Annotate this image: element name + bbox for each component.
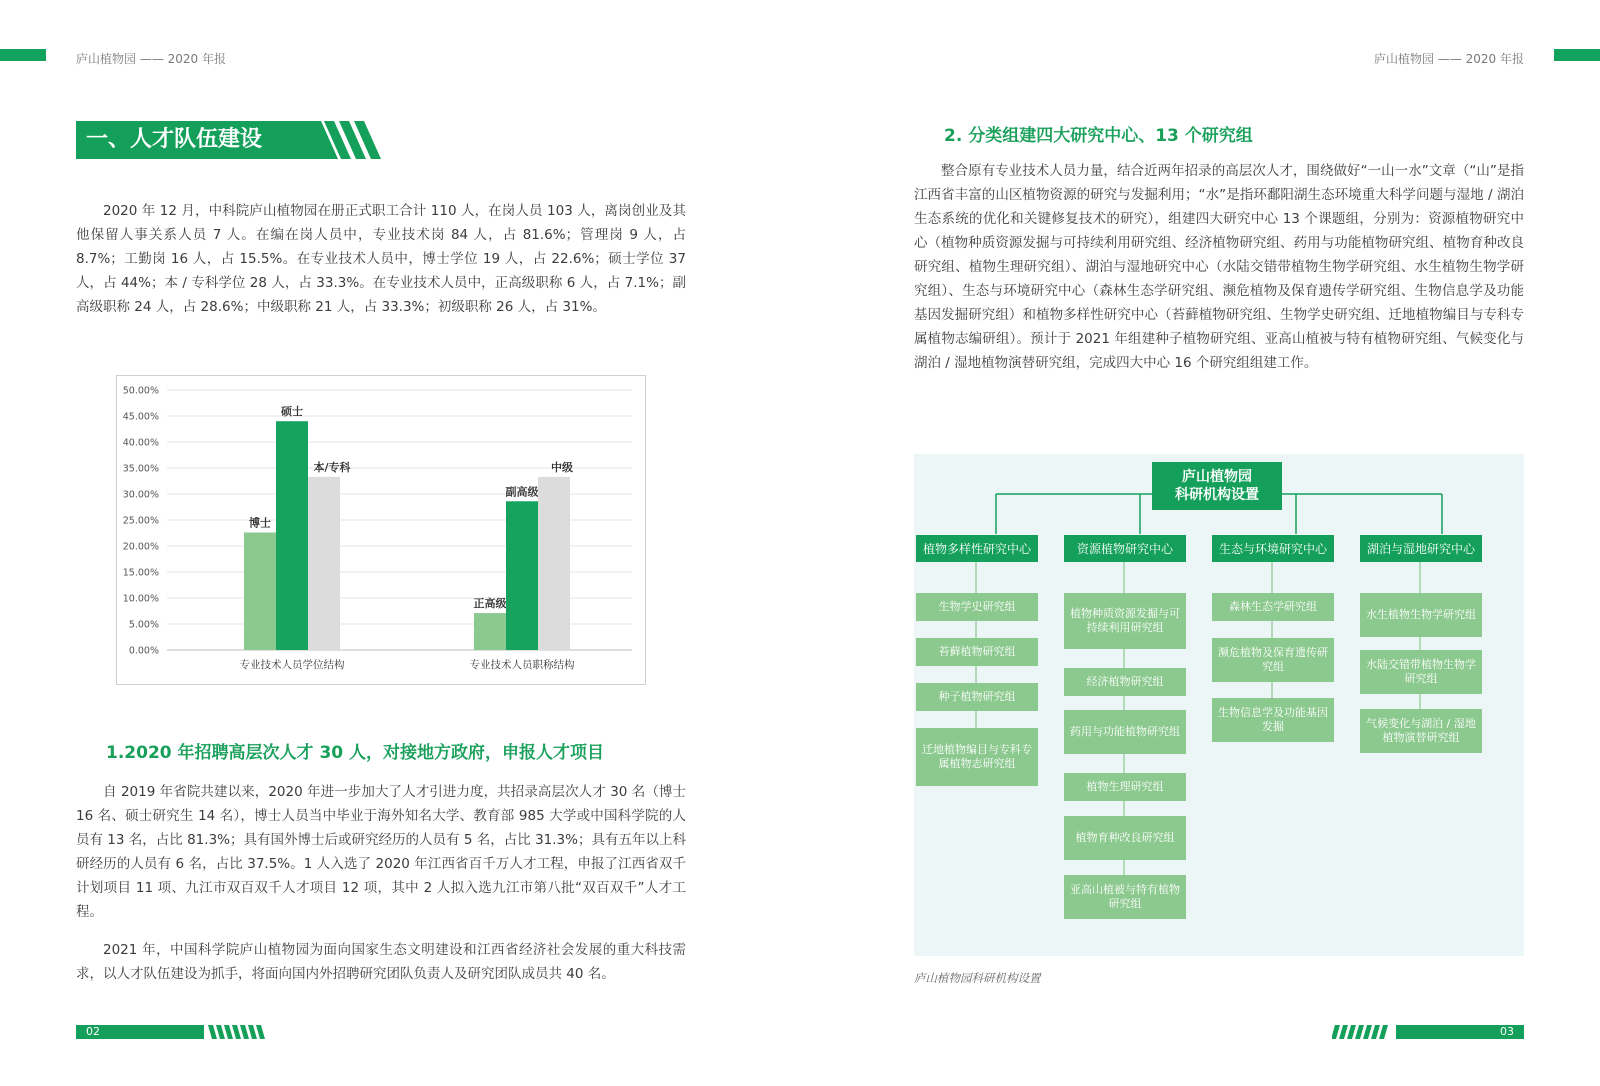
bar — [474, 613, 506, 650]
group-node: 亚高山植被与特有植物研究组 — [1064, 875, 1186, 919]
group-node: 植物育种改良研究组 — [1064, 816, 1186, 860]
group-node: 苔藓植物研究组 — [916, 638, 1038, 666]
group-node: 气候变化与湖泊 / 湿地植物演替研究组 — [1360, 709, 1482, 753]
group-node: 药用与功能植物研究组 — [1064, 710, 1186, 754]
group-node: 水陆交错带植物生物学研究组 — [1360, 650, 1482, 694]
center-lake-wetland: 湖泊与湿地研究中心 — [1360, 535, 1482, 562]
org-root-line1: 庐山植物园 — [1182, 469, 1252, 485]
bar-label: 博士 — [249, 516, 271, 530]
section-title-band — [76, 121, 382, 159]
intro-paragraph — [76, 199, 686, 319]
group-node: 经济植物研究组 — [1064, 668, 1186, 696]
right-page-number: 03 — [1500, 1025, 1514, 1038]
org-chart — [914, 454, 1524, 956]
y-tick-label: 10.00% — [122, 593, 159, 605]
left-subheading: 1.2020 年招聘高层次人才 30 人，对接地方政府，申报人才项目 — [106, 743, 605, 763]
y-tick-label: 0.00% — [128, 645, 159, 657]
bar-label: 正高级 — [473, 597, 507, 611]
bar — [308, 477, 340, 650]
y-tick-label: 20.00% — [122, 541, 159, 553]
group-node: 濒危植物及保育遗传研究组 — [1212, 638, 1334, 682]
bar-label: 副高级 — [505, 485, 539, 499]
group-node: 迁地植物编目与专科专属植物志研究组 — [916, 728, 1038, 786]
right-para: 整合原有专业技术人员力量，结合近两年招录的高层次人才，围绕做好“一山一水”文章（“山”是指江西省丰富的山区植物资源的研究与发掘利用；“水”是指环鄱阳湖生态环境重大科学问题与湿地 / 湖泊生态系统的优化和关键修复技术的研究），组建四大研究中心 13 个课题组，分别为：资源植物研究中心（植物种质资源发掘与可持续利用研究组、经济植物研究组、药用与功能植物研究组、植物育种改良研究组、植物生理研究组）、湖泊与湿地研究中心（水陆交错带植物生物学研究组、水生植物生物学研究组）、生态与环境研究中心（森林生态学研究组、濒危植物及保育遗传学研究组、生物信息学及功能基因发掘研究组）和植物多样性研究中心（苔藓植物研究组、生物学史研究组、迁地植物编目与专科专属植物志编研组）。预计于 2021 年组建种子植物研究组、亚高山植被与特有植物研究组、气候变化与湖泊 / 湿地植物演替研究组，完成四大中心 16 个研究组组建工作。 — [914, 163, 1524, 371]
running-header-right: 庐山植物园 —— 2020 年报 — [1374, 52, 1524, 66]
center-resource-plants: 资源植物研究中心 — [1064, 535, 1186, 562]
staff-structure-chart — [116, 375, 646, 685]
y-tick-label: 40.00% — [122, 437, 159, 449]
left-page-number: 02 — [86, 1025, 100, 1038]
left-body — [76, 780, 686, 986]
left-para-1: 自 2019 年省院共建以来，2020 年进一步加大了人才引进力度，共招录高层次人才 30 名（博士 16 名、硕士研究生 14 名），博士人员当中毕业于海外知名大学、教育部 985 大学或中国科学院的人员有 13 名，占比 81.3%；具有国外博士后或研究经历的人员有 5 名，占比 31.3%；具有五年以上科研经历的人员有 6 名，占比 37.5%。1 人入选了 2020 年江西省百千万人才工程，申报了江西省双千计划项目 11 项、九江市双百双千人才项目 12 项，其中 2 人拟入选九江市第八批“双百双千”人才工程。 — [76, 784, 686, 920]
center-plant-diversity: 植物多样性研究中心 — [916, 535, 1038, 562]
center-ecology-environment: 生态与环境研究中心 — [1212, 535, 1334, 562]
y-tick-label: 15.00% — [122, 567, 159, 579]
intro-text: 2020 年 12 月，中科院庐山植物园在册正式职工合计 110 人，在岗人员 103 人，离岗创业及其他保留人事关系人员 7 人。在编在岗人员中，专业技术岗 84 人，占 81.6%；管理岗 9 人，占 8.7%；工勤岗 16 人，占 15.5%。在专业技术人员中，博士学位 19 人，占 22.6%；硕士学位 37 人，占 44%；本 / 专科学位 28 人，占 33.3%。在专业技术人员中，正高级职称 6 人，占 7.1%；副高级职称 24 人，占 28.6%；中级职称 21 人，占 33.3%；初级职称 26 人，占 31%。 — [76, 203, 686, 315]
org-root-node — [1152, 462, 1282, 510]
bar — [538, 477, 570, 650]
top-right-bar — [1554, 49, 1600, 61]
left-footer-bar — [76, 1025, 268, 1039]
right-body — [914, 159, 1524, 375]
org-root-line2: 科研机构设置 — [1175, 487, 1259, 503]
x-category-label: 专业技术人员学位结构 — [239, 659, 345, 671]
right-footer-bar — [1332, 1025, 1524, 1039]
org-chart-caption: 庐山植物园科研机构设置 — [914, 971, 1041, 985]
group-node: 植物生理研究组 — [1064, 773, 1186, 801]
y-tick-label: 50.00% — [122, 385, 159, 397]
chart-svg — [117, 376, 645, 684]
group-node: 森林生态学研究组 — [1212, 593, 1334, 621]
group-node: 生物学史研究组 — [916, 593, 1038, 621]
bar-label: 本/专科 — [313, 460, 351, 474]
group-node: 水生植物生物学研究组 — [1360, 593, 1482, 637]
bar-label: 硕士 — [281, 405, 303, 419]
y-tick-label: 25.00% — [122, 515, 159, 527]
y-tick-label: 35.00% — [122, 463, 159, 475]
y-tick-label: 45.00% — [122, 411, 159, 423]
left-para-2: 2021 年，中国科学院庐山植物园为面向国家生态文明建设和江西省经济社会发展的重大科技需求，以人才队伍建设为抓手，将面向国内外招聘研究团队负责人及研究团队成员共 40 名。 — [76, 942, 686, 982]
right-subheading: 2. 分类组建四大研究中心、13 个研究组 — [944, 126, 1253, 146]
y-tick-label: 30.00% — [122, 489, 159, 501]
top-left-bar — [0, 49, 46, 61]
group-node: 种子植物研究组 — [916, 683, 1038, 711]
running-header-left: 庐山植物园 —— 2020 年报 — [76, 52, 226, 66]
group-node: 生物信息学及功能基因发掘 — [1212, 698, 1334, 742]
y-tick-label: 5.00% — [128, 619, 159, 631]
bar — [506, 501, 538, 650]
x-category-label: 专业技术人员职称结构 — [469, 659, 575, 671]
bar — [276, 421, 308, 650]
bar — [244, 532, 276, 650]
section-title: 一、人才队伍建设 — [86, 127, 263, 152]
bar-label: 中级 — [551, 460, 573, 474]
group-node: 植物种质资源发掘与可持续利用研究组 — [1064, 593, 1186, 649]
